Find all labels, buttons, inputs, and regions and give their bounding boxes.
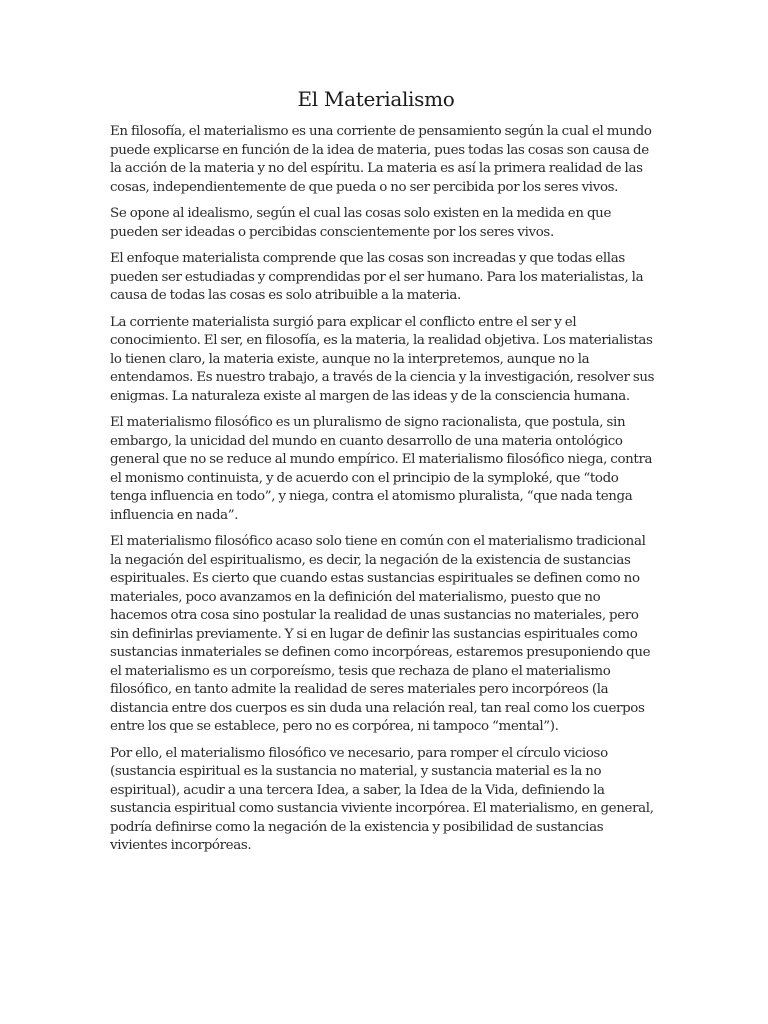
paragraph-3: El enfoque materialista comprende que las cosas son increadas y que todas ellas pueden ser estudiadas y comprendidas por el ser humano. Para los materialistas, la causa de todas las cosas es solo atribuible a la materia. <box>110 251 644 303</box>
paragraph-6: El materialismo filosófico acaso solo tiene en común con el materialismo tradicional la negación del espiritualismo, es decir, la negación de la existencia de sustancias espirituales. Es cierto que cuando estas sustancias espirituales se definen como no materiales, poco avanzamos en la definición del materialismo, puesto que no hacemos otra cosa sino postular la realidad de unas sustancias no materiales, pero sin definirlas previamente. Y si en lugar de definir las sustancias espirituales como sustancias inmateriales se definen como incorpóreas, estaremos presuponiendo que el materialismo es un corporeísmo, tesis que rechaza de plano el materialismo filosófico, en tanto admite la realidad de seres materiales pero incorpóreos (la distancia entre dos cuerpos es sin duda una relación real, tan real como los cuerpos entre los que se establece, pero no es corpórea, ni tampoco “mental”). <box>110 534 651 734</box>
paragraph-7: Por ello, el materialismo filosófico ve necesario, para romper el círculo vicioso (sustancia espiritual es la sustancia no material, y sustancia material es la no espiritual), acudir a una tercera Idea, a saber, la Idea de la Vida, definiendo la sustancia espiritual como sustancia viviente incorpórea. El materialismo, en general, podría definirse como la negación de la existencia y posibilidad de sustancias vivientes incorpóreas. <box>110 745 654 853</box>
document-title: El Materialismo <box>297 87 455 111</box>
paragraph-4: La corriente materialista surgió para explicar el conflicto entre el ser y el conocimiento. El ser, en filosofía, es la materia, la realidad objetiva. Los materialistas lo tienen claro, la materia existe, aunque no la interpretemos, aunque no la entendamos. Es nuestro trabajo, a través de la ciencia y la investigación, resolver sus enigmas. La naturaleza existe al margen de las ideas y de la consciencia humana. <box>110 314 655 404</box>
paragraph-1: En filosofía, el materialismo es una corriente de pensamiento según la cual el mundo puede explicarse en función de la idea de materia, pues todas las cosas son causa de la acción de la materia y no del espíritu. La materia es así la primera realidad de las cosas, independientemente de que pueda o no ser percibida por los seres vivos. <box>110 124 652 195</box>
paragraph-2: Se opone al idealismo, según el cual las cosas solo existen en la medida en que pueden ser ideadas o percibidas conscientemente por los seres vivos. <box>110 206 612 240</box>
paragraph-5: El materialismo filosófico es un pluralismo de signo racionalista, que postula, sin embargo, la unicidad del mundo en cuanto desarrollo de una materia ontológico general que no se reduce al mundo empírico. El materialismo filosófico niega, contra el monismo continuista, y de acuerdo con el principio de la symploké, que “todo tenga influencia en todo”, y niega, contra el atomismo pluralista, “que nada tenga influencia en nada”. <box>110 415 653 523</box>
document-body <box>110 123 655 864</box>
